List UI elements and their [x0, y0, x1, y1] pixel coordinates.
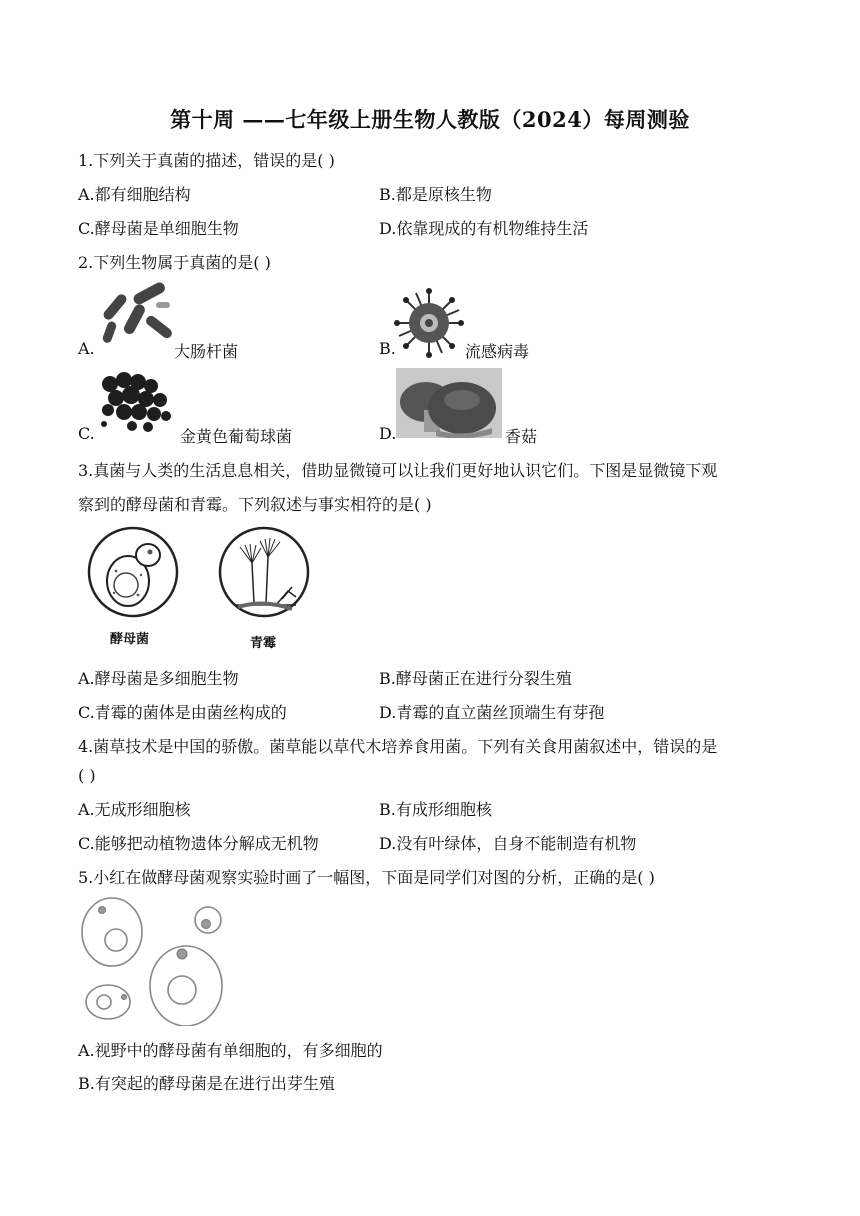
q1-option-b: B.都是原核生物 [379, 185, 492, 204]
q5-option-a: A.视野中的酵母菌有单细胞的，有多细胞的 [78, 1041, 383, 1060]
mushroom-image [396, 368, 502, 438]
q1-option-d: D.依靠现成的有机物维持生活 [379, 219, 589, 238]
q2-option-b-caption: 流感病毒 [465, 342, 530, 361]
page-title: 第十周 ——七年级上册生物人教版（2024）每周测验 [170, 107, 690, 132]
q2-stem: 2.下列生物属于真菌的是( ) [78, 253, 271, 272]
q4-option-a: A.无成形细胞核 [78, 800, 191, 819]
penicillium-figure-label: 青霉 [250, 636, 277, 651]
yeast-drawing [78, 894, 228, 1026]
q4-option-c: C.能够把动植物遗体分解成无机物 [78, 834, 319, 853]
q3-option-d: D.青霉的直立菌丝顶端生有芽孢 [379, 703, 605, 722]
q4-option-b: B.有成形细胞核 [379, 800, 492, 819]
q4-option-d: D.没有叶绿体，自身不能制造有机物 [379, 834, 637, 853]
q1-option-a: A.都有细胞结构 [78, 185, 191, 204]
q2-option-d-letter: D. [379, 424, 397, 443]
q5-option-b: B.有突起的酵母菌是在进行出芽生殖 [78, 1074, 335, 1093]
q3-option-b: B.酵母菌正在进行分裂生殖 [379, 669, 572, 688]
q1-option-c: C.酵母菌是单细胞生物 [78, 219, 239, 238]
influenza-virus-image [394, 288, 464, 358]
q1-stem: 1.下列关于真菌的描述，错误的是( ) [78, 151, 335, 170]
q2-option-a-letter: A. [78, 339, 95, 358]
q3-stem-line2: 察到的酵母菌和青霉。下列叙述与事实相符的是( ) [78, 495, 432, 514]
q4-stem-line1: 4.菌草技术是中国的骄傲。菌草能以草代木培养食用菌。下列有关食用菌叙述中，错误的是 [78, 737, 718, 756]
ecoli-image [94, 282, 174, 352]
q2-option-d-caption: 香菇 [505, 427, 538, 446]
q3-option-c: C.青霉的菌体是由菌丝构成的 [78, 703, 287, 722]
q2-option-a-caption: 大肠杆菌 [174, 342, 239, 361]
q3-option-a: A.酵母菌是多细胞生物 [78, 669, 239, 688]
q5-stem: 5.小红在做酵母菌观察实验时画了一幅图，下面是同学们对图的分析，正确的是( ) [78, 868, 655, 887]
q4-stem-line2: ( ) [78, 766, 96, 785]
q2-option-c-letter: C. [78, 424, 95, 443]
staphylococcus-image [96, 370, 176, 438]
q3-stem-line1: 3.真菌与人类的生活息息相关，借助显微镜可以让我们更好地认识它们。下图是显微镜下观 [78, 461, 718, 480]
penicillium-micrograph [216, 525, 312, 623]
q2-option-b-letter: B. [379, 339, 396, 358]
q2-option-c-caption: 金黄色葡萄球菌 [180, 427, 293, 446]
yeast-figure-label: 酵母菌 [110, 632, 150, 647]
yeast-micrograph [86, 525, 182, 623]
